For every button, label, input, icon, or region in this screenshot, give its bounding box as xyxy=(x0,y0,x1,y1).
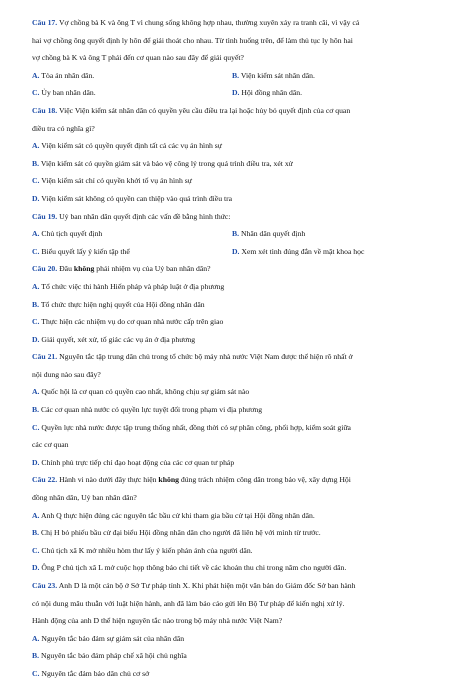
option-label: D. xyxy=(32,334,40,344)
option-c[interactable] xyxy=(32,419,432,437)
question-21-line-2: nội dung nào sau đây? xyxy=(32,369,101,379)
option-b[interactable] xyxy=(32,155,432,173)
option-label: A. xyxy=(32,387,40,397)
question-23-line-2: có nội dung mâu thuẫn với luật hiện hành, anh đã làm báo cáo gửi lên Bộ Tư pháp để kiến nghị xử lý. xyxy=(32,598,345,608)
option-text: Tòa án nhân dân. xyxy=(41,70,95,80)
emphasis-keyword: không xyxy=(158,475,179,485)
option-label: A. xyxy=(32,141,40,151)
option-label: B. xyxy=(32,299,40,309)
option-d[interactable] xyxy=(32,190,432,208)
emphasis-keyword: không xyxy=(73,264,95,274)
question-number: Câu 18. xyxy=(32,105,58,115)
question-22-line-1 xyxy=(32,471,432,489)
option-label: B. xyxy=(232,70,240,80)
option-d[interactable] xyxy=(32,559,432,577)
option-text: Xem xét tình đúng đắn về mặt khoa học xyxy=(241,246,365,256)
option-label: B. xyxy=(232,229,240,239)
option-text: Nguyên tắc bảo đảm pháp chế xã hội chủ nghĩa xyxy=(40,651,187,661)
option-d[interactable] xyxy=(32,454,432,472)
question-21-line-1 xyxy=(32,348,432,366)
question-23-line-3: Hành động của anh D thể hiện nguyên tắc nào trong bộ máy nhà nước Việt Nam? xyxy=(32,616,283,626)
option-text: Chủ tịch quyết định xyxy=(41,229,103,239)
option-label: C. xyxy=(32,668,40,678)
option-label: B. xyxy=(32,405,40,415)
option-b[interactable] xyxy=(32,401,432,419)
option-text: Quyền lực nhà nước được tập trung thống nhất, đồng thời có sự phân công, phối hợp, kiểm soát giữa xyxy=(41,422,351,432)
option-text: Ông P chủ tịch xã L mở cuộc họp thông báo chi tiết về các khoản thu chi trong năm cho người dân. xyxy=(41,563,347,573)
option-b[interactable] xyxy=(232,225,432,243)
option-text: Anh Q thực hiện đúng các nguyên tắc bầu cử khi tham gia bầu cử tại Hội đồng nhân dân. xyxy=(40,510,315,520)
question-19-options-ab xyxy=(32,225,432,243)
option-label: C. xyxy=(32,545,40,555)
question-17-line-3: vợ chồng bà K và ông T phải đến cơ quan nào sau đây để giải quyết? xyxy=(32,53,244,63)
option-c-continued: các cơ quan xyxy=(32,440,69,450)
question-18-line-1 xyxy=(32,102,432,120)
option-c[interactable] xyxy=(32,84,232,102)
option-label: A. xyxy=(32,633,40,643)
question-23-line-1 xyxy=(32,577,432,595)
question-number: Câu 21. xyxy=(32,352,58,362)
option-text: Chị H bỏ phiếu bầu cử đại biểu Hội đồng nhân dân cho người đã liên hệ với mình từ trước. xyxy=(40,528,321,538)
option-d[interactable] xyxy=(232,84,432,102)
question-number: Câu 20. xyxy=(32,264,58,274)
option-c[interactable] xyxy=(32,313,432,331)
option-label: C. xyxy=(32,176,40,186)
document-page xyxy=(32,14,432,683)
question-number: Câu 19. xyxy=(32,211,58,221)
option-text: Nguyên tắc đảm bảo dân chủ cơ sở xyxy=(41,668,150,678)
question-text: Uỷ ban nhân dân quyết định các vấn đề bằng hình thức: xyxy=(59,211,231,221)
option-text: Nguyên tắc bảo đảm sự giám sát của nhân dân xyxy=(41,633,185,643)
option-a[interactable] xyxy=(32,278,432,296)
option-text: Nhân dân quyết định xyxy=(240,229,306,239)
option-text: Ủy ban nhân dân. xyxy=(41,88,96,98)
option-text: Biểu quyết lấy ý kiến tập thể xyxy=(41,246,130,256)
option-b[interactable] xyxy=(232,67,432,85)
question-text: đúng trách nhiệm công dân trong bảo vệ, xây dựng Hội xyxy=(180,475,351,485)
question-number: Câu 17. xyxy=(32,18,58,27)
option-label: D. xyxy=(232,246,240,256)
option-text: Tổ chức thực hiện nghị quyết của Hội đồng nhân dân xyxy=(40,299,205,309)
question-number: Câu 23. xyxy=(32,581,58,590)
question-19-options-cd xyxy=(32,243,432,261)
option-label: C. xyxy=(32,422,40,432)
question-18-line-2: điều tra có nghĩa gì? xyxy=(32,123,95,133)
option-c[interactable] xyxy=(32,542,432,560)
option-text: Chính phủ trực tiếp chỉ đạo hoạt động của các cơ quan tư pháp xyxy=(41,457,235,467)
question-text: Vợ chồng bà K và ông T vì chung sống không hợp nhau, thường xuyên xảy ra tranh cãi, vì vậy cả xyxy=(59,18,360,27)
question-text: Việc Viện kiểm sát nhân dân có quyền yêu cầu điều tra lại hoặc hủy bỏ quyết định của cơ quan xyxy=(59,105,351,115)
option-d[interactable] xyxy=(32,331,432,349)
option-c[interactable] xyxy=(32,665,432,683)
option-text: Tổ chức việc thi hành Hiến pháp và pháp luật ở địa phương xyxy=(41,281,225,291)
question-20-line-1 xyxy=(32,260,432,278)
question-text: Hành vi nào dưới đây thực hiện xyxy=(59,475,157,485)
option-a[interactable] xyxy=(32,67,232,85)
question-text: Nguyên tắc tập trung dân chủ trong tổ chức bộ máy nhà nước Việt Nam được thể hiện rõ nhất ở xyxy=(59,352,353,362)
option-text: Quốc hội là cơ quan có quyền cao nhất, không chịu sự giám sát nào xyxy=(41,387,250,397)
option-label: A. xyxy=(32,70,40,80)
option-text: Chú tịch xã K mở nhiều hòm thư lấy ý kiến phản ánh của người dân. xyxy=(41,545,253,555)
question-text: phải nhiệm vụ của Uỷ ban nhân dân? xyxy=(96,264,211,274)
option-b[interactable] xyxy=(32,647,432,665)
option-a[interactable] xyxy=(32,507,432,525)
option-label: C. xyxy=(32,88,40,98)
option-text: Thực hiện các nhiệm vụ do cơ quan nhà nước cấp trên giao xyxy=(41,317,224,327)
option-label: D. xyxy=(32,193,40,203)
option-label: A. xyxy=(32,229,40,239)
option-c[interactable] xyxy=(32,172,432,190)
question-17-options-cd xyxy=(32,84,432,102)
question-17-line-1 xyxy=(32,14,432,32)
option-text: Hội đồng nhân dân. xyxy=(241,88,303,98)
option-label: C. xyxy=(32,317,40,327)
option-label: D. xyxy=(32,563,40,573)
option-text: Các cơ quan nhà nước có quyền lực tuyệt đối trong phạm vi địa phương xyxy=(40,405,263,415)
option-label: D. xyxy=(32,457,40,467)
question-text: Đâu xyxy=(59,264,72,274)
option-label: A. xyxy=(32,510,40,520)
option-b[interactable] xyxy=(32,524,432,542)
option-text: Viện kiểm sát có quyền giám sát và bảo vệ công lý trong quá trình điều tra, xét xử xyxy=(40,158,293,168)
option-c[interactable] xyxy=(32,243,232,261)
option-d[interactable] xyxy=(232,243,432,261)
option-b[interactable] xyxy=(32,296,432,314)
option-label: C. xyxy=(32,246,40,256)
option-text: Viện kiểm sát không có quyền can thiệp vào quá trình điều tra xyxy=(41,193,233,203)
option-a[interactable] xyxy=(32,137,432,155)
option-label: B. xyxy=(32,651,40,661)
question-19-line-1 xyxy=(32,208,432,226)
question-text: Anh D là một cán bộ ở Sở Tư pháp tỉnh X. Khi phát hiện một văn bản do Giám đốc Sở ban hành xyxy=(58,581,356,590)
question-number: Câu 22. xyxy=(32,475,58,485)
question-17-options-ab xyxy=(32,67,432,85)
option-label: A. xyxy=(32,281,40,291)
option-a[interactable] xyxy=(32,383,432,401)
question-17-line-2: hai vợ chồng ông quyết định ly hôn để giải thoát cho nhau. Từ tình huống trên, để làm thủ tục ly hôn hai xyxy=(32,35,353,45)
option-label: B. xyxy=(32,158,40,168)
option-label: D. xyxy=(232,88,240,98)
option-a[interactable] xyxy=(32,225,232,243)
option-text: Viện kiểm sát có quyền quyết định tất cả các vụ án hình sự xyxy=(41,141,222,151)
option-text: Viện kiểm sát nhân dân. xyxy=(240,70,315,80)
option-label: B. xyxy=(32,528,40,538)
option-a[interactable] xyxy=(32,630,432,648)
question-22-line-2: đồng nhân dân, Uỷ ban nhân dân? xyxy=(32,493,137,503)
option-text: Giải quyết, xét xử, tố giác các vụ án ở địa phương xyxy=(41,334,196,344)
option-text: Viện kiểm sát chỉ có quyền khởi tố vụ án hình sự xyxy=(41,176,192,186)
